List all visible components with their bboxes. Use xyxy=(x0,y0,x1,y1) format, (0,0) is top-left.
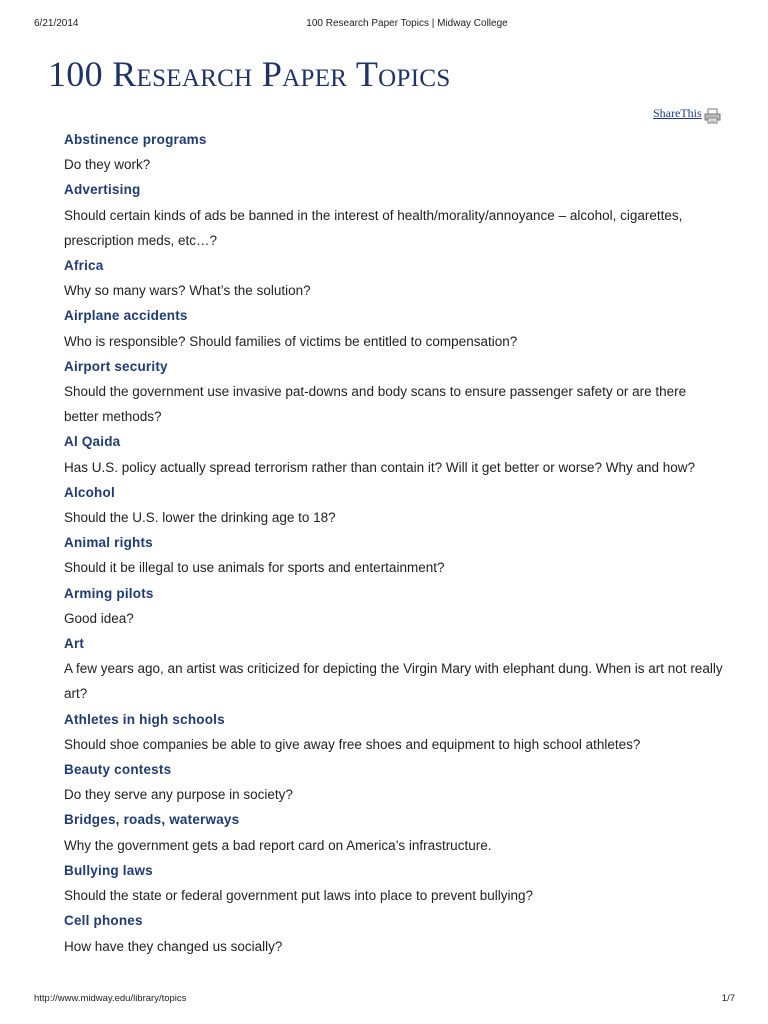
topic-description: Do they serve any purpose in society? xyxy=(64,787,293,803)
topic-description: Should the government use invasive pat-downs and body scans to ensure passenger safety or are there better methods? xyxy=(64,384,687,425)
print-url: http://www.midway.edu/library/topics xyxy=(34,993,187,1004)
topic-description: Has U.S. policy actually spread terrorism rather than contain it? Will it get better or worse? Why and how? xyxy=(64,459,696,475)
topic-heading: Abstinence programs xyxy=(64,132,207,147)
topic-description: Do they work? xyxy=(64,157,151,173)
topic-item xyxy=(64,757,724,807)
topic-description: Should certain kinds of ads be banned in the interest of health/morality/annoyance – alcohol, cigarettes, prescription meds, etc…? xyxy=(64,207,683,248)
page-title: 100 Research Paper Topics xyxy=(48,54,451,94)
topic-item xyxy=(64,253,724,303)
topic-description: Why the government gets a bad report card on America’s infrastructure. xyxy=(64,837,492,853)
topic-list xyxy=(64,127,724,959)
printer-icon[interactable] xyxy=(704,108,721,124)
print-footer xyxy=(0,993,768,1007)
topic-description: Should it be illegal to use animals for sports and entertainment? xyxy=(64,560,445,576)
topic-description: Who is responsible? Should families of victims be entitled to compensation? xyxy=(64,333,518,349)
topic-heading: Airport security xyxy=(64,358,168,374)
topic-item xyxy=(64,177,724,253)
topic-item xyxy=(64,354,724,430)
topic-description: Good idea? xyxy=(64,610,134,626)
topic-heading: Airplane accidents xyxy=(64,308,188,324)
topic-item xyxy=(64,631,724,707)
topic-item xyxy=(64,908,724,958)
topic-heading: Beauty contests xyxy=(64,762,172,778)
topic-item xyxy=(64,858,724,908)
topic-heading: Al Qaida xyxy=(64,434,121,450)
topic-description: How have they changed us socially? xyxy=(64,938,283,954)
topic-heading: Advertising xyxy=(64,182,141,198)
topic-item xyxy=(64,807,724,857)
topic-heading: Animal rights xyxy=(64,535,153,551)
page-number: 1/7 xyxy=(721,993,735,1004)
topic-heading: Bridges, roads, waterways xyxy=(64,812,240,828)
topic-description: A few years ago, an artist was criticized for depicting the Virgin Mary with elephant dung. When is art not really art? xyxy=(64,661,723,702)
topic-heading: Cell phones xyxy=(64,913,143,929)
print-header xyxy=(0,18,768,32)
topic-description: Should shoe companies be able to give away free shoes and equipment to high school athletes? xyxy=(64,736,641,752)
topic-description: Why so many wars? What’s the solution? xyxy=(64,283,311,299)
topic-heading: Art xyxy=(64,636,85,652)
share-this-link[interactable]: ShareThis xyxy=(653,106,702,120)
topic-item xyxy=(64,480,724,530)
topic-item xyxy=(64,707,724,757)
print-date: 6/21/2014 xyxy=(34,18,79,29)
topic-heading: Bullying laws xyxy=(64,862,153,878)
topic-description: Should the U.S. lower the drinking age to 18? xyxy=(64,510,336,526)
topic-item xyxy=(64,581,724,631)
topic-item xyxy=(64,530,724,580)
topic-item xyxy=(64,127,724,177)
topic-heading: Africa xyxy=(64,258,104,274)
topic-item xyxy=(64,303,724,353)
topic-heading: Alcohol xyxy=(64,484,115,500)
topic-item xyxy=(64,429,724,479)
print-document-title: 100 Research Paper Topics | Midway College xyxy=(306,18,508,29)
topic-heading: Arming pilots xyxy=(64,585,154,601)
topic-description: Should the state or federal government put laws into place to prevent bullying? xyxy=(64,888,534,904)
topic-heading: Athletes in high schools xyxy=(64,711,225,727)
